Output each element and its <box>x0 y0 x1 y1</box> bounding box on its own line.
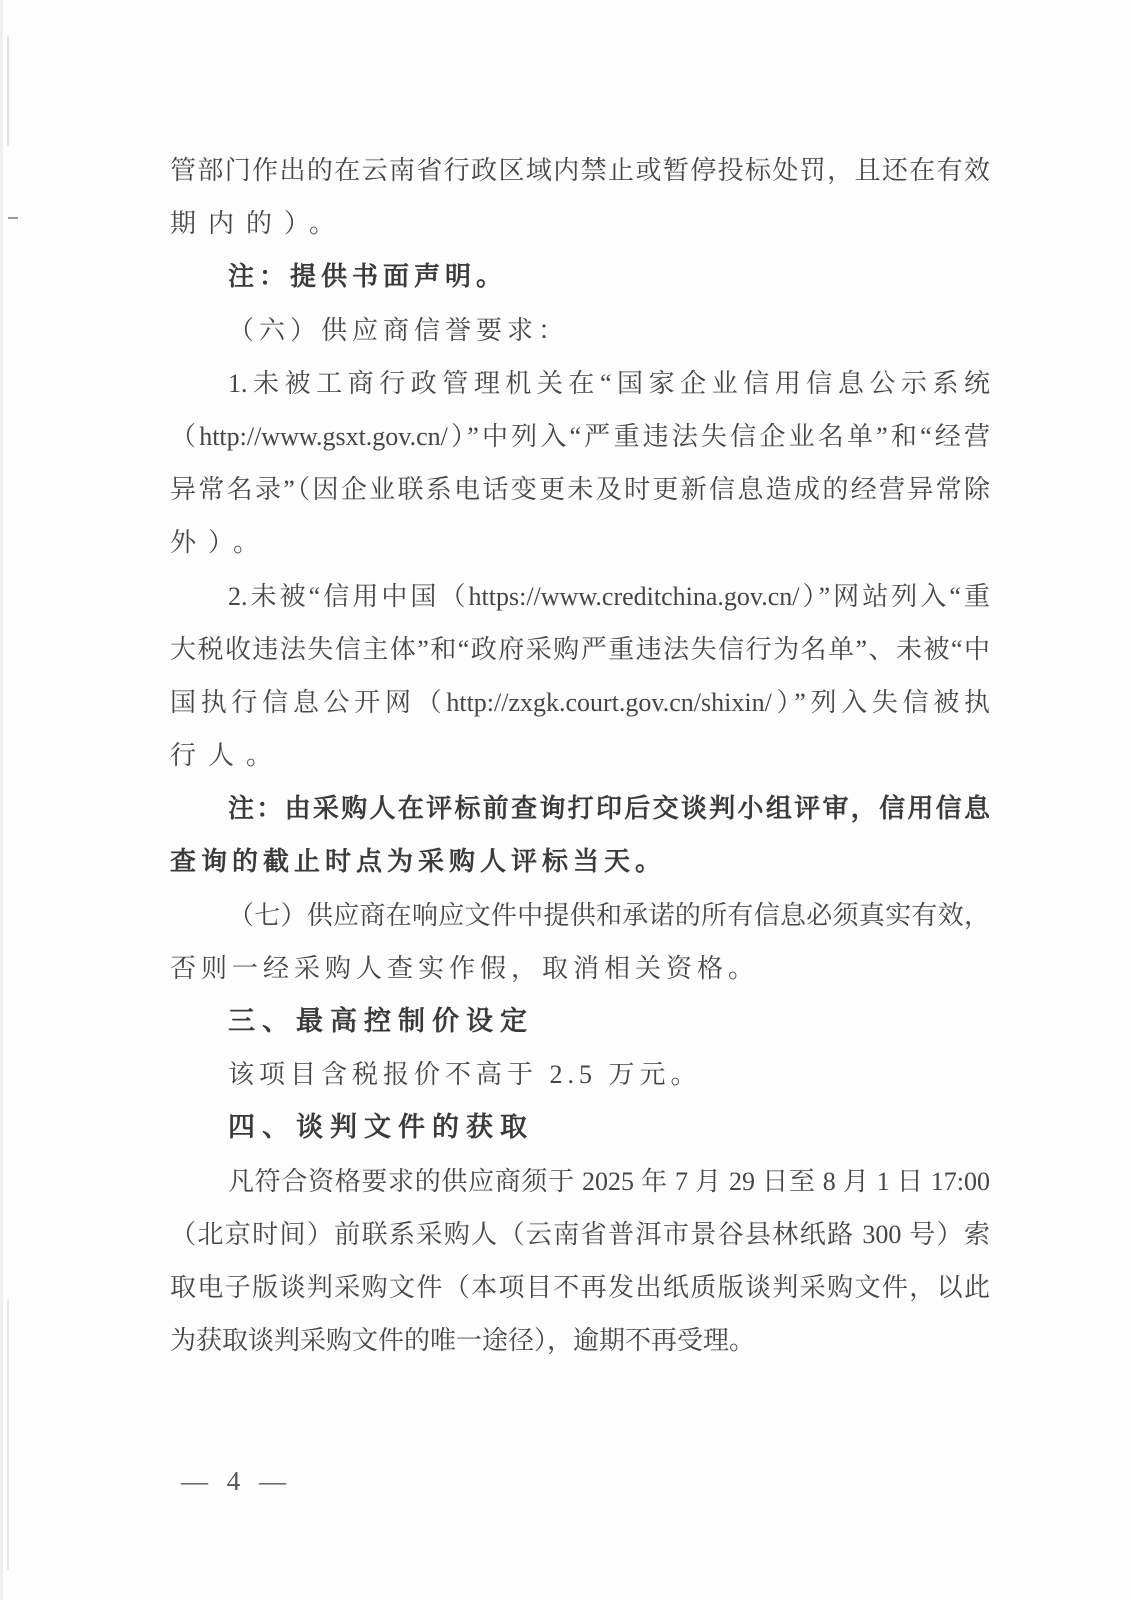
line-creditchina-requirement-3: 国执行信息公开网（http://zxgk.court.gov.cn/shixin/）”列入失信被执 <box>170 687 990 717</box>
heading-section-4-obtain-documents: 四、谈判文件的获取 <box>228 1112 534 1143</box>
scan-artifact-streak-top <box>7 36 9 146</box>
line-gsxt-requirement-3: 异常名录”（因企业联系电话变更未及时更新信息造成的经营异常除 <box>170 475 990 505</box>
scan-artifact-streak-bottom <box>7 1300 9 1570</box>
line-obtain-documents-2: （北京时间）前联系采购人（云南省普洱市景谷县林纸路 300 号）索 <box>170 1219 990 1249</box>
line-creditchina-requirement-1: 2.未被“信用中国（https://www.creditchina.gov.cn/）”网站列入“重 <box>228 581 990 611</box>
scan-artifact-dash <box>8 217 18 219</box>
line-gsxt-requirement-1: 1.未被工商行政管理机关在“国家企业信用信息公示系统 <box>228 368 990 398</box>
line-penalty-continuation-2: 期内的）。 <box>170 209 348 239</box>
page-number-footer: — 4 — <box>181 1466 292 1496</box>
line-gsxt-requirement-4: 外）。 <box>170 528 272 558</box>
line-obtain-documents-3: 取电子版谈判采购文件（本项目不再发出纸质版谈判采购文件，以此 <box>170 1272 990 1302</box>
line-creditchina-requirement-2: 大税收违法失信主体”和“政府采购严重违法失信行为名单”、未被“中 <box>170 634 990 664</box>
scan-artifact-left-edge <box>0 0 3 1600</box>
note-written-statement: 注：提供书面声明。 <box>228 262 508 292</box>
line-creditchina-requirement-4: 行人。 <box>170 741 285 771</box>
line-gsxt-requirement-2: （http://www.gsxt.gov.cn/）”中列入“严重违法失信企业名单”和“经营 <box>170 421 990 451</box>
document-body <box>170 144 990 1367</box>
line-obtain-documents-1: 凡符合资格要求的供应商须于 2025 年 7 月 29 日至 8 月 1 日 17:00 <box>228 1166 990 1196</box>
line-obtain-documents-4: 为获取谈判采购文件的唯一途径），逾期不再受理。 <box>170 1326 756 1356</box>
heading-item-6-supplier-credit: （六）供应商信誉要求： <box>228 315 570 345</box>
line-max-price-value: 该项目含税报价不高于 2.5 万元。 <box>228 1060 702 1090</box>
note-credit-check-2: 查询的截止时点为采购人评标当天。 <box>170 847 667 877</box>
heading-section-3-max-price: 三、最高控制价设定 <box>228 1006 534 1036</box>
line-item-7-truthful-info-1: （七）供应商在响应文件中提供和承诺的所有信息必须真实有效， <box>228 900 990 930</box>
note-credit-check-1: 注：由采购人在评标前查询打印后交谈判小组评审，信用信息 <box>228 794 990 824</box>
line-item-7-truthful-info-2: 否则一经采购人查实作假，取消相关资格。 <box>170 953 760 983</box>
line-penalty-continuation-1: 管部门作出的在云南省行政区域内禁止或暂停投标处罚，且还在有效 <box>170 156 990 185</box>
